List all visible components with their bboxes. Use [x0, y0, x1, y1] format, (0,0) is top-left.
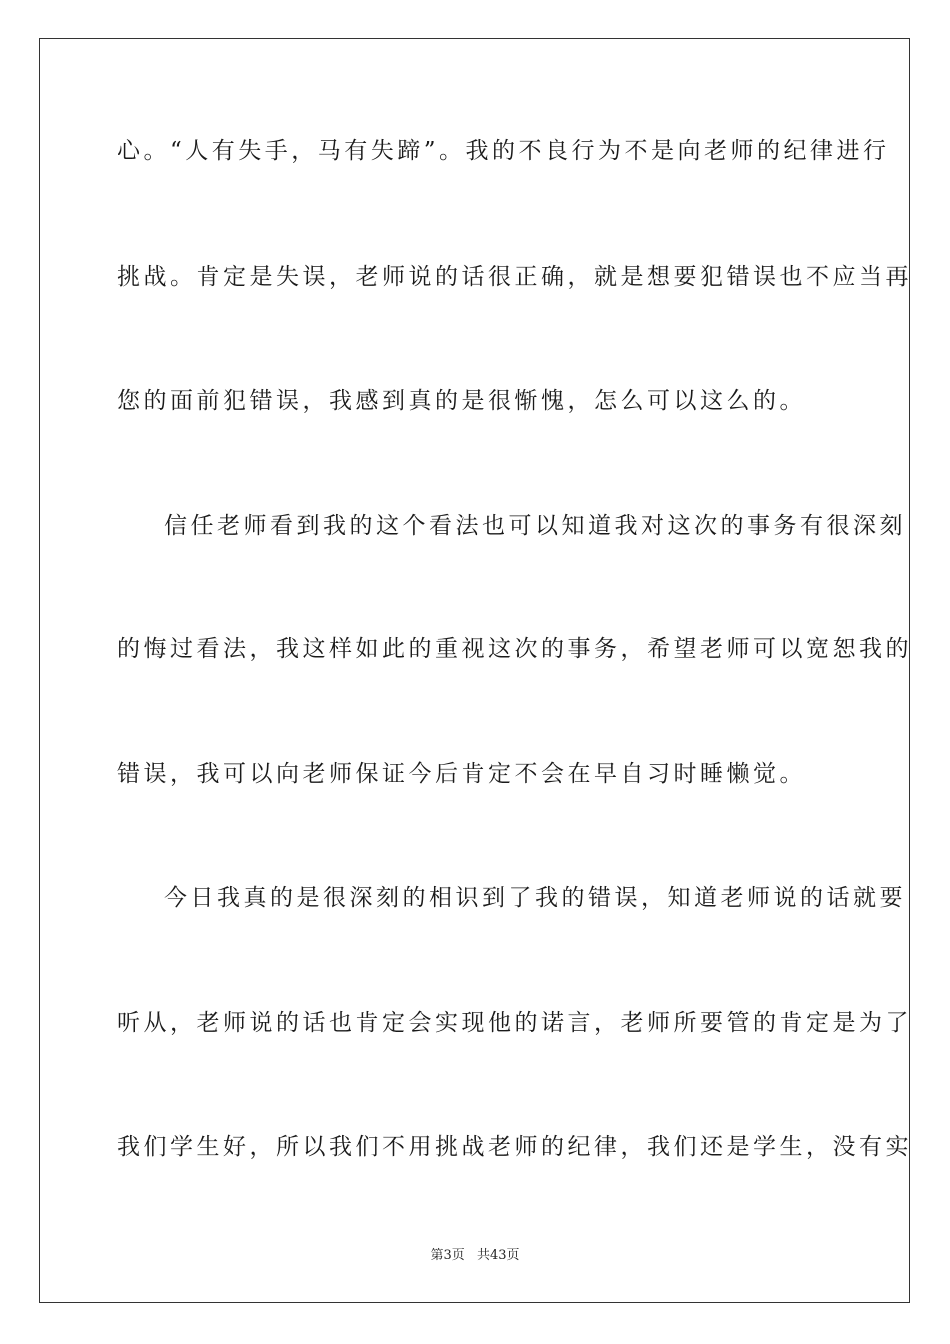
- paragraph-line: 听从，老师说的话也肯定会实现他的诺言，老师所要管的肯定是为了: [117, 1010, 912, 1036]
- paragraph-line: 挑战。肯定是失误，老师说的话很正确，就是想要犯错误也不应当再: [117, 264, 912, 290]
- paragraph-line: 心。“人有失手，马有失蹄”。我的不良行为不是向老师的纪律进行: [117, 138, 890, 164]
- paragraph-line: 我们学生好，所以我们不用挑战老师的纪律，我们还是学生，没有实: [117, 1134, 912, 1160]
- paragraph-line: 今日我真的是很深刻的相识到了我的错误，知道老师说的话就要: [164, 885, 906, 911]
- page-border: [39, 38, 910, 1303]
- paragraph-line: 信任老师看到我的这个看法也可以知道我对这次的事务有很深刻: [164, 513, 906, 539]
- paragraph-line: 您的面前犯错误，我感到真的是很惭愧，怎么可以这么的。: [117, 388, 806, 414]
- paragraph-line: 错误，我可以向老师保证今后肯定不会在早自习时睡懒觉。: [117, 761, 806, 787]
- page-total: 共43页: [476, 1248, 520, 1263]
- page-footer: [0, 1247, 950, 1265]
- page-number: 第3页: [430, 1248, 465, 1263]
- paragraph-line: 的悔过看法，我这样如此的重视这次的事务，希望老师可以宽恕我的: [117, 636, 912, 662]
